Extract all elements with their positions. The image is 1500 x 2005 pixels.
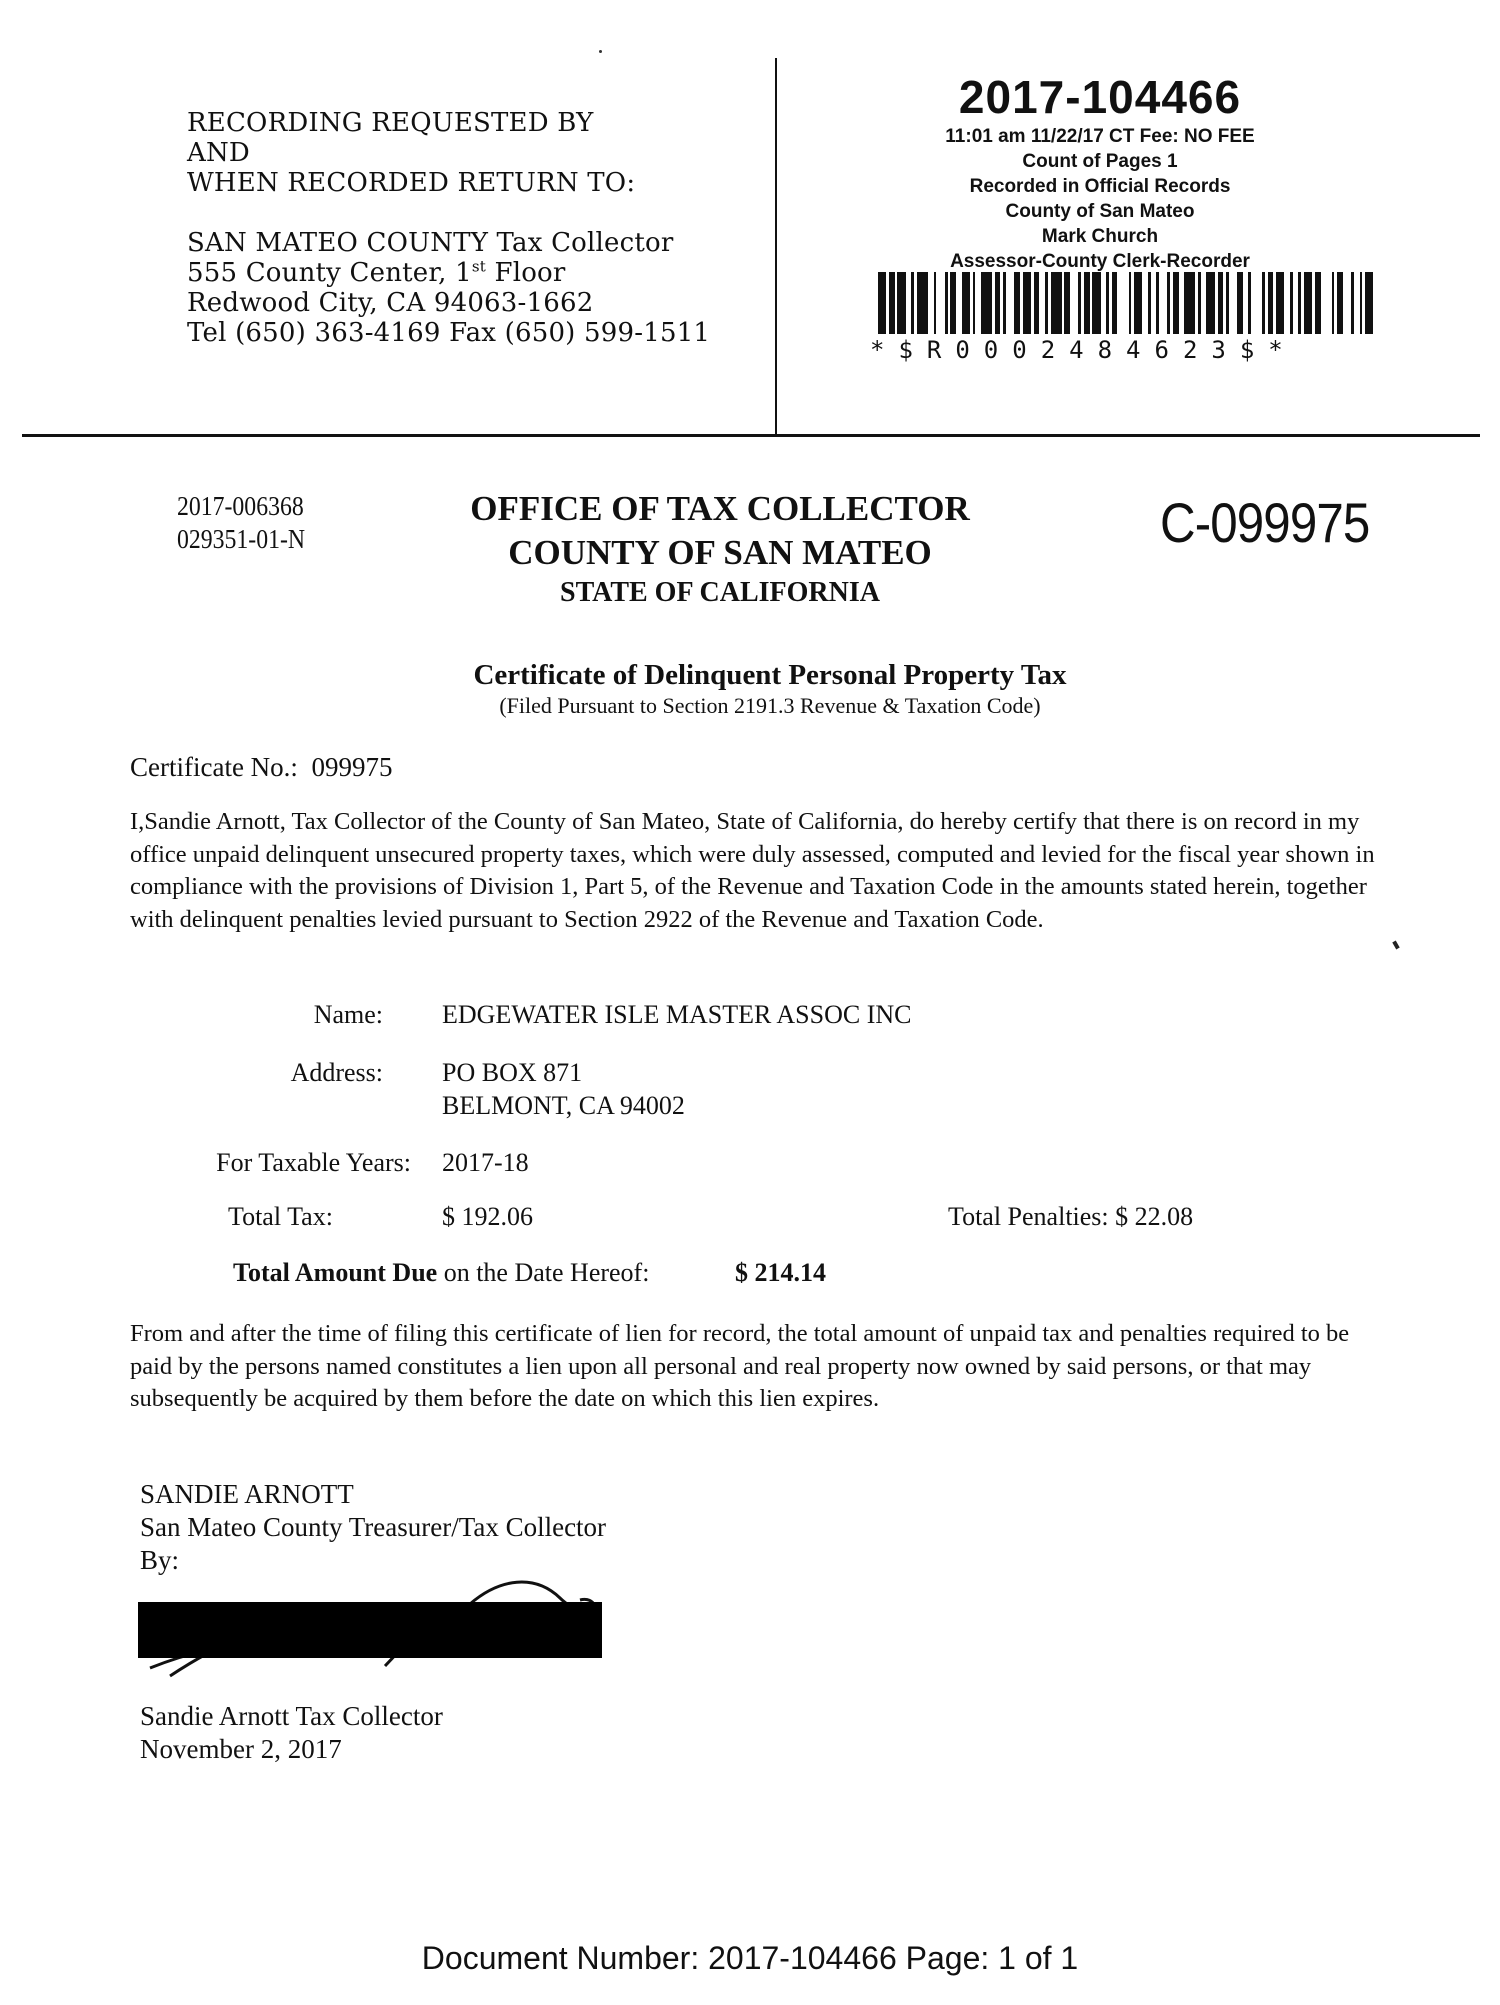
total-tax-value: $ 192.06: [442, 1202, 533, 1231]
taxable-years-value: 2017-18: [442, 1148, 529, 1177]
by-label: By:: [140, 1545, 180, 1575]
signatory-block: [140, 1478, 606, 1577]
total-due-label-bold: Total Amount Due: [233, 1258, 438, 1287]
redaction-bar: [138, 1602, 602, 1658]
stamp-line: Recorded in Official Records: [969, 176, 1231, 197]
name-value: EDGEWATER ISLE MASTER ASSOC INC: [442, 1000, 912, 1029]
stamp-line: Assessor-County Clerk-Recorder: [950, 251, 1250, 272]
total-due-label: on the Date Hereof:: [437, 1258, 650, 1287]
total-penalties-value: $ 22.08: [1115, 1202, 1194, 1231]
return-line: RECORDING REQUESTED BY: [187, 108, 594, 138]
reference-number: 2017-006368: [177, 491, 304, 521]
agency-city: Redwood City, CA 94063-1662: [187, 288, 594, 318]
header-vertical-divider: [775, 58, 777, 434]
reference-number: 029351-01-N: [177, 524, 306, 554]
reference-numbers: [177, 490, 305, 556]
return-to-block: [187, 108, 710, 348]
certificate-number: [130, 752, 392, 783]
agency-phone: Tel (650) 363-4169 Fax (650) 599-1511: [187, 318, 711, 348]
stamp-line: Mark Church: [1041, 226, 1159, 247]
certificate-number-value: 099975: [311, 752, 393, 782]
agency-name: SAN MATEO COUNTY Tax Collector: [187, 228, 674, 258]
return-line: WHEN RECORDED RETURN TO:: [187, 168, 636, 198]
total-tax-label: Total Tax:: [228, 1202, 333, 1231]
office-line: STATE OF CALIFORNIA: [560, 577, 880, 608]
address-line-1: PO BOX 871: [442, 1058, 583, 1087]
office-line: COUNTY OF SAN MATEO: [508, 533, 932, 572]
stamp-line: Count of Pages 1: [1022, 151, 1178, 172]
certificate-number-label: Certificate No.:: [130, 752, 298, 782]
name-label: Name:: [313, 1000, 383, 1029]
barcode-icon: [878, 272, 1380, 334]
certificate-title-block: [420, 658, 1120, 720]
address-line-2: BELMONT, CA 94002: [442, 1091, 685, 1120]
signed-date: November 2, 2017: [140, 1734, 342, 1764]
scan-speck: [1392, 941, 1399, 950]
certificate-title: Certificate of Delinquent Personal Property Tax: [473, 659, 1067, 691]
signatory-name: SANDIE ARNOTT: [140, 1479, 354, 1509]
office-line: OFFICE OF TAX COLLECTOR: [470, 489, 970, 528]
stamp-line: 11:01 am 11/22/17 CT Fee: NO FEE: [945, 126, 1255, 147]
signatory-title: San Mateo County Treasurer/Tax Collector: [140, 1512, 607, 1542]
return-line: AND: [187, 138, 250, 168]
recording-document-number: 2017-104466: [958, 71, 1242, 123]
lien-paragraph: From and after the time of filing this certificate of lien for record, the total amount of unpaid tax and penalties required to be paid by the persons named constitutes a lien upon all personal and real property now owned by said persons, or that may subsequently be acquired by them before the date on which this lien expires.: [130, 1320, 1350, 1412]
scan-speck: [599, 50, 602, 53]
signed-name: Sandie Arnott Tax Collector: [140, 1701, 443, 1731]
barcode-text: *$R0002484623$*: [870, 336, 1297, 364]
total-due-value: $ 214.14: [735, 1258, 826, 1287]
header-horizontal-rule: [22, 434, 1480, 437]
certification-paragraph: I,Sandie Arnott, Tax Collector of the County of San Mateo, State of California, do hereby certify that there is on record in my office unpaid delinquent unsecured property taxes, which were duly assessed, computed and levied for the fiscal year shown in compliance with the provisions of Division 1, Part 5, of the Revenue and Taxation Code in the amounts stated herein, together with delinquent penalties levied pursuant to Section 2922 of the Revenue and Taxation Code.: [130, 808, 1375, 933]
total-amount-due: [233, 1258, 649, 1288]
recording-stamp: [780, 70, 1420, 274]
address-label: Address:: [290, 1058, 383, 1087]
total-penalties-label: Total Penalties:: [948, 1202, 1109, 1231]
document-footer: Document Number: 2017-104466 Page: 1 of 1: [421, 1940, 1079, 1976]
certificate-subtitle: (Filed Pursuant to Section 2191.3 Revenue & Taxation Code): [499, 693, 1041, 718]
signed-block: [140, 1700, 443, 1766]
certificate-code: C-099975: [1160, 491, 1370, 554]
stamp-line: County of San Mateo: [1005, 201, 1195, 222]
agency-address: 555 County Center, 1st Floor: [187, 257, 566, 288]
office-heading: [440, 487, 1000, 611]
taxable-years-label: For Taxable Years:: [216, 1148, 411, 1177]
total-penalties: [948, 1202, 1193, 1232]
